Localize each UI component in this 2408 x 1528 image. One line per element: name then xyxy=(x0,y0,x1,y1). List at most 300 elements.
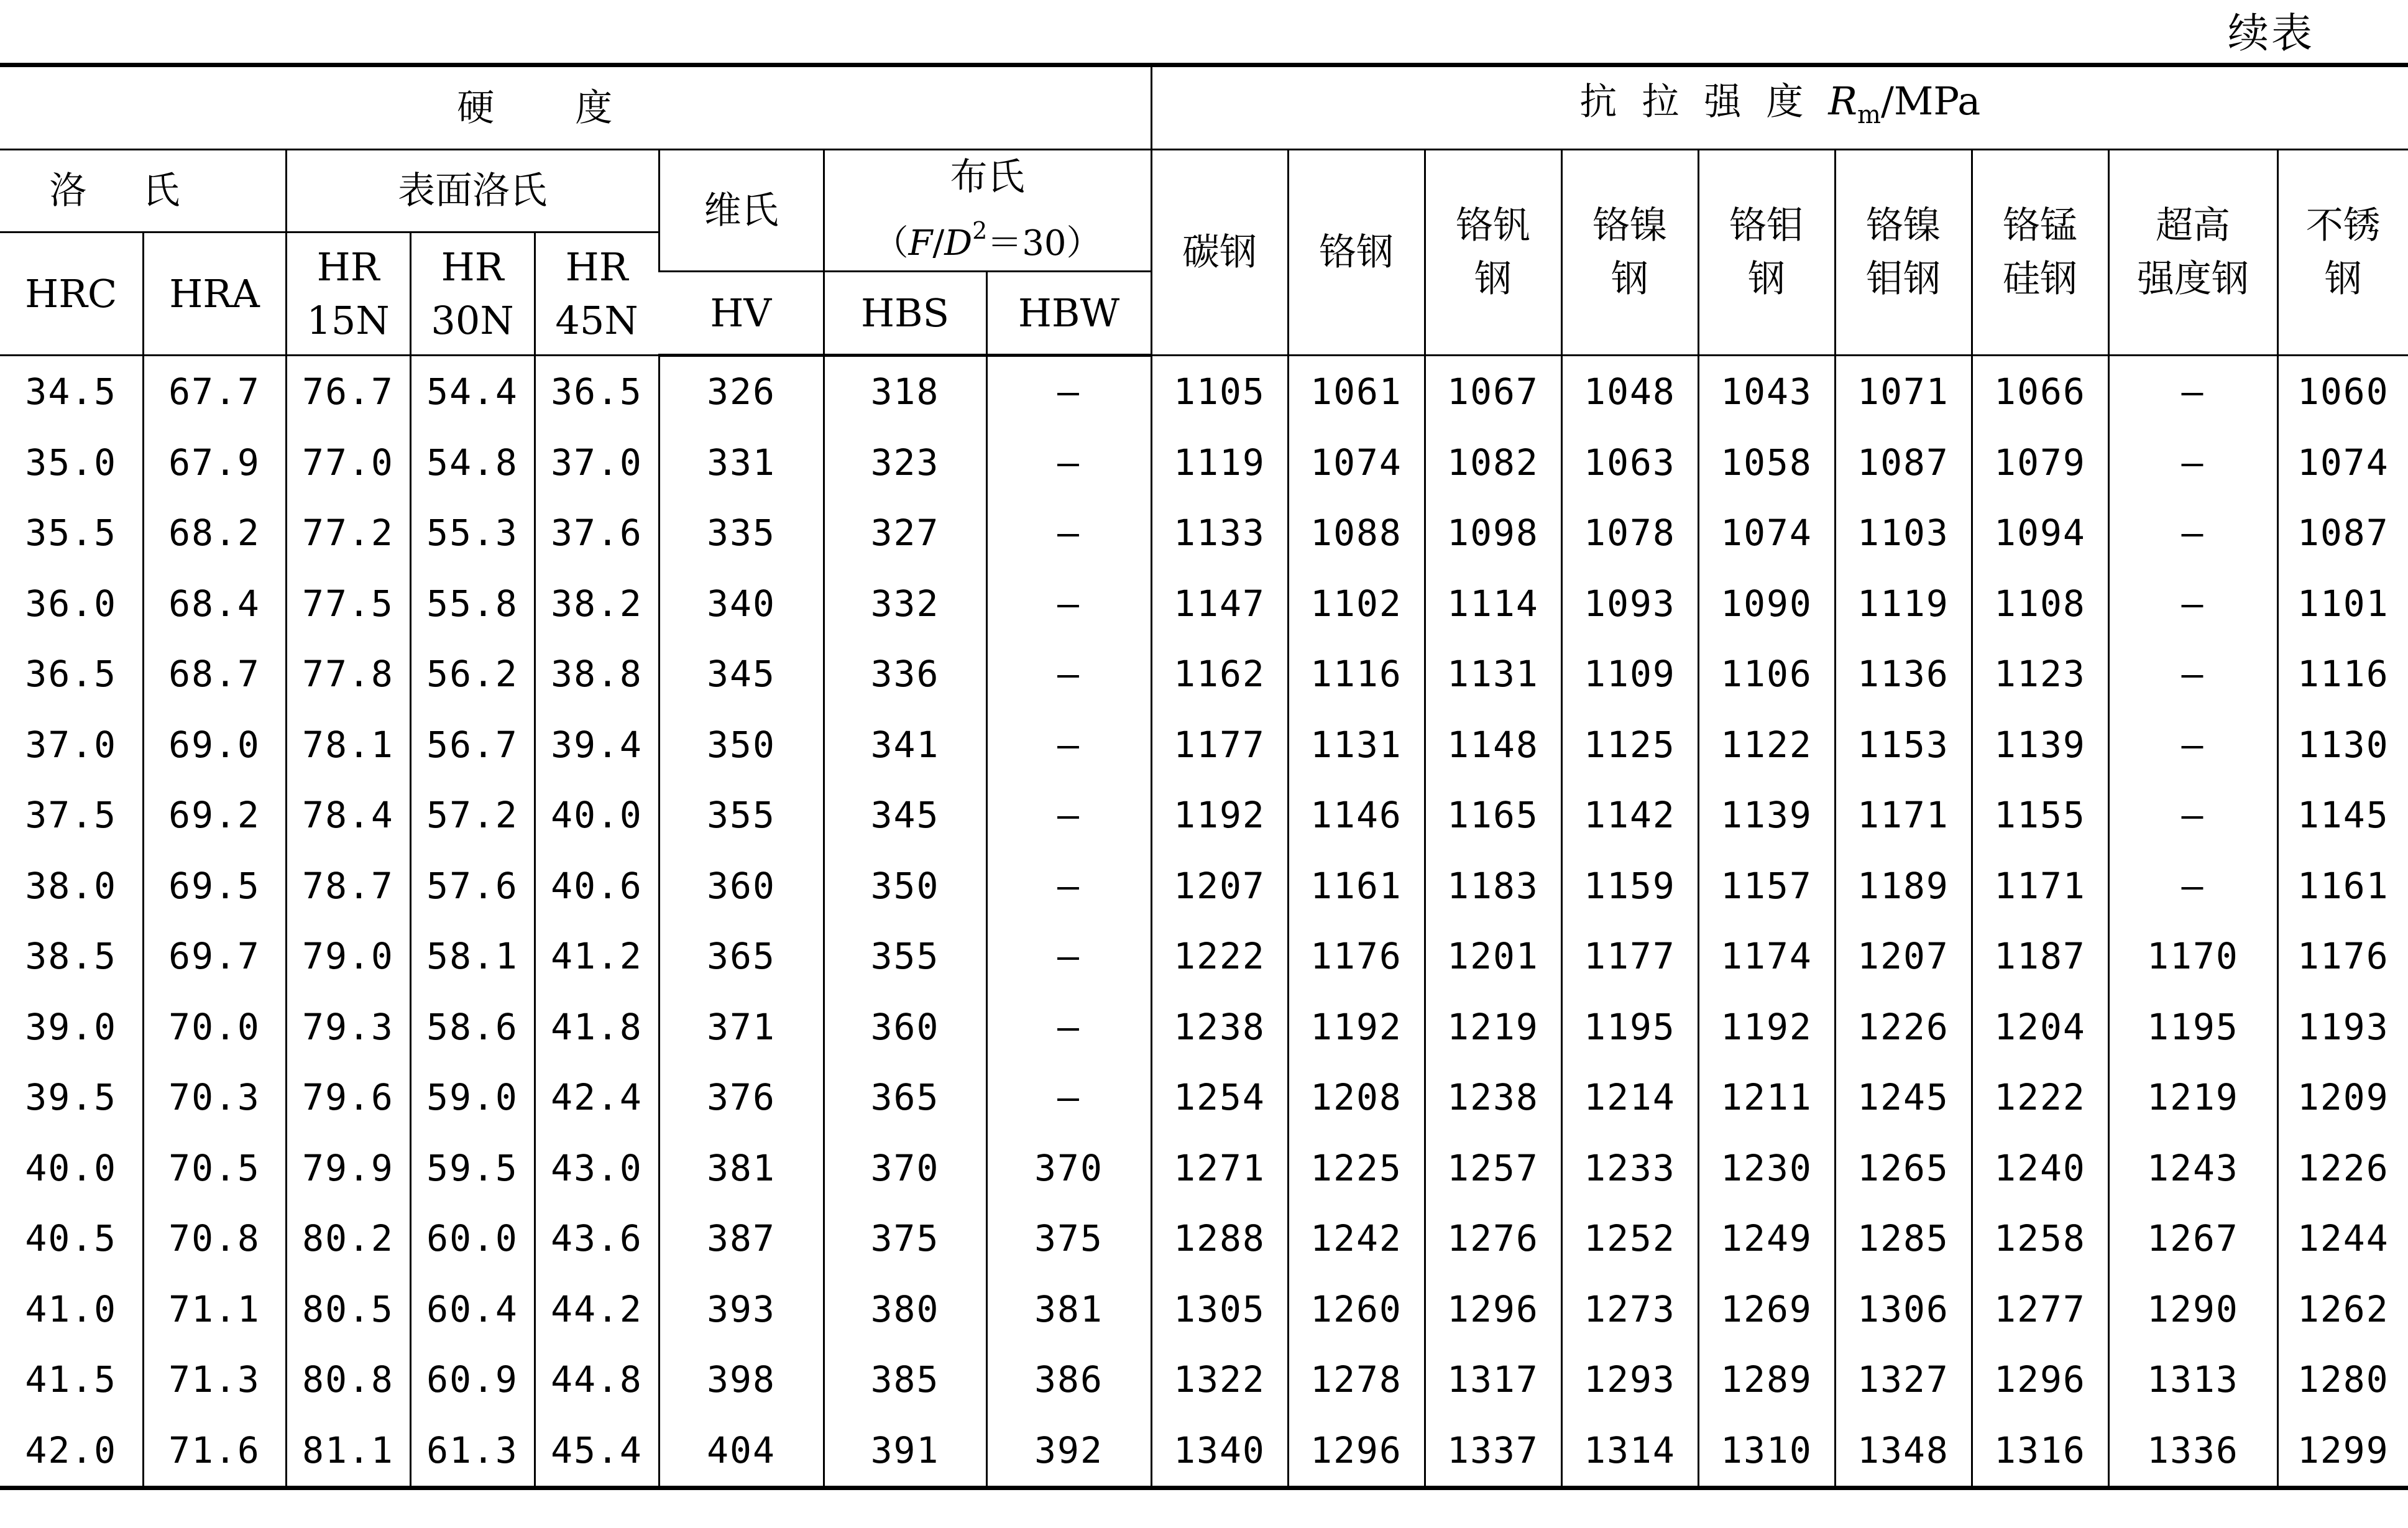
table-cell: 1098 xyxy=(1425,498,1561,569)
table-cell: 71.1 xyxy=(143,1274,286,1345)
table-cell: 1296 xyxy=(1288,1415,1425,1488)
table-cell: 1187 xyxy=(1972,921,2108,992)
table-cell: 1192 xyxy=(1288,992,1425,1063)
hbs-header: HBS xyxy=(824,272,986,356)
table-cell: 1074 xyxy=(1288,428,1425,499)
table-cell: 1060 xyxy=(2277,356,2408,428)
table-cell: 1176 xyxy=(2277,921,2408,992)
hr30n-header: HR 30N xyxy=(410,232,535,356)
table-cell: 1245 xyxy=(1835,1062,1972,1133)
table-cell: 57.2 xyxy=(410,780,535,851)
table-cell: 58.1 xyxy=(410,921,535,992)
table-cell: — xyxy=(2108,428,2277,499)
steel-chromium-manganese-silicon-header: 铬锰 硅钢 xyxy=(1972,150,2108,356)
table-cell: 1238 xyxy=(1151,992,1288,1063)
table-cell: 1305 xyxy=(1151,1274,1288,1345)
table-cell: 1161 xyxy=(2277,851,2408,922)
table-cell: 38.8 xyxy=(535,639,659,710)
table-cell: 1313 xyxy=(2108,1345,2277,1415)
table-cell: 40.5 xyxy=(0,1204,143,1274)
table-cell: 1277 xyxy=(1972,1274,2108,1345)
table-cell: 1280 xyxy=(2277,1345,2408,1415)
table-cell: — xyxy=(2108,780,2277,851)
table-cell: 35.5 xyxy=(0,498,143,569)
table-cell: 41.0 xyxy=(0,1274,143,1345)
table-cell: 1207 xyxy=(1151,851,1288,922)
table-cell: 78.1 xyxy=(286,710,410,781)
table-cell: 345 xyxy=(824,780,986,851)
table-cell: 77.0 xyxy=(286,428,410,499)
table-cell: 1161 xyxy=(1288,851,1425,922)
table-cell: 1170 xyxy=(2108,921,2277,992)
table-cell: 1093 xyxy=(1561,569,1698,640)
table-cell: 1201 xyxy=(1425,921,1561,992)
table-cell: 1153 xyxy=(1835,710,1972,781)
table-cell: 58.6 xyxy=(410,992,535,1063)
table-cell: 1043 xyxy=(1698,356,1835,428)
table-cell: 1074 xyxy=(1698,498,1835,569)
table-cell: 37.5 xyxy=(0,780,143,851)
table-cell: 1219 xyxy=(2108,1062,2277,1133)
table-cell: — xyxy=(2108,710,2277,781)
table-row xyxy=(0,428,2408,499)
table-cell: 70.5 xyxy=(143,1133,286,1204)
table-row xyxy=(0,1062,2408,1133)
table-cell: — xyxy=(986,780,1151,851)
table-cell: 1061 xyxy=(1288,356,1425,428)
table-cell: 1226 xyxy=(1835,992,1972,1063)
table-cell: 42.0 xyxy=(0,1415,143,1488)
steel-carbon-header: 碳钢 xyxy=(1151,150,1288,356)
surface-rockwell-header: 表面洛氏 xyxy=(286,150,659,232)
table-cell: 1219 xyxy=(1425,992,1561,1063)
table-cell: 341 xyxy=(824,710,986,781)
table-cell: 1314 xyxy=(1561,1415,1698,1488)
table-cell: 78.7 xyxy=(286,851,410,922)
table-cell: 1296 xyxy=(1425,1274,1561,1345)
table-cell: 1106 xyxy=(1698,639,1835,710)
table-cell: 1131 xyxy=(1288,710,1425,781)
table-cell: 387 xyxy=(659,1204,824,1274)
table-row xyxy=(0,1133,2408,1204)
table-cell: 68.4 xyxy=(143,569,286,640)
table-cell: 1252 xyxy=(1561,1204,1698,1274)
table-cell: 1222 xyxy=(1972,1062,2108,1133)
table-cell: 59.0 xyxy=(410,1062,535,1133)
table-cell: 1125 xyxy=(1561,710,1698,781)
table-cell: 1204 xyxy=(1972,992,2108,1063)
table-cell: 1260 xyxy=(1288,1274,1425,1345)
table-cell: 1310 xyxy=(1698,1415,1835,1488)
table-cell: 79.9 xyxy=(286,1133,410,1204)
table-cell: 1273 xyxy=(1561,1274,1698,1345)
table-cell: 1090 xyxy=(1698,569,1835,640)
table-row xyxy=(0,639,2408,710)
table-cell: 1087 xyxy=(1835,428,1972,499)
table-cell: 1278 xyxy=(1288,1345,1425,1415)
table-cell: 70.3 xyxy=(143,1062,286,1133)
table-cell: 79.3 xyxy=(286,992,410,1063)
table-cell: 336 xyxy=(824,639,986,710)
table-cell: — xyxy=(2108,851,2277,922)
table-cell: 1177 xyxy=(1151,710,1288,781)
table-cell: 1079 xyxy=(1972,428,2108,499)
table-cell: 371 xyxy=(659,992,824,1063)
hra-header: HRA xyxy=(143,232,286,356)
table-cell: 1214 xyxy=(1561,1062,1698,1133)
table-cell: 36.5 xyxy=(535,356,659,428)
table-cell: 70.8 xyxy=(143,1204,286,1274)
table-cell: 59.5 xyxy=(410,1133,535,1204)
steel-ultra-high-strength-header: 超高 强度钢 xyxy=(2108,150,2277,356)
rockwell-header: 洛氏 xyxy=(0,150,286,232)
hardness-group-header: 硬度 xyxy=(0,65,1151,150)
table-cell: 1078 xyxy=(1561,498,1698,569)
steel-chromium-vanadium-header: 铬钒 钢 xyxy=(1425,150,1561,356)
table-cell: 70.0 xyxy=(143,992,286,1063)
table-cell: 355 xyxy=(824,921,986,992)
hbw-header: HBW xyxy=(986,272,1151,356)
table-cell: 1146 xyxy=(1288,780,1425,851)
steel-chromium-nickel-molybdenum-header: 铬镍 钼钢 xyxy=(1835,150,1972,356)
table-cell: 375 xyxy=(824,1204,986,1274)
table-cell: 1222 xyxy=(1151,921,1288,992)
table-cell: 1102 xyxy=(1288,569,1425,640)
table-cell: 1249 xyxy=(1698,1204,1835,1274)
table-cell: — xyxy=(986,498,1151,569)
table-cell: 360 xyxy=(824,992,986,1063)
table-cell: 1195 xyxy=(2108,992,2277,1063)
table-cell: 318 xyxy=(824,356,986,428)
table-cell: 1192 xyxy=(1151,780,1288,851)
table-cell: 1322 xyxy=(1151,1345,1288,1415)
table-row xyxy=(0,1415,2408,1488)
table-cell: — xyxy=(986,428,1151,499)
table-cell: 331 xyxy=(659,428,824,499)
table-row xyxy=(0,356,2408,428)
table-cell: 1340 xyxy=(1151,1415,1288,1488)
table-cell: 36.0 xyxy=(0,569,143,640)
table-cell: 350 xyxy=(659,710,824,781)
table-cell: 39.0 xyxy=(0,992,143,1063)
table-cell: 381 xyxy=(986,1274,1151,1345)
steel-chromium-molybdenum-header: 铬钼 钢 xyxy=(1698,150,1835,356)
table-cell: 1299 xyxy=(2277,1415,2408,1488)
table-cell: 71.6 xyxy=(143,1415,286,1488)
table-cell: 80.2 xyxy=(286,1204,410,1274)
table-cell: 1337 xyxy=(1425,1415,1561,1488)
table-cell: 1242 xyxy=(1288,1204,1425,1274)
table-cell: 1290 xyxy=(2108,1274,2277,1345)
table-cell: 69.2 xyxy=(143,780,286,851)
table-cell: 355 xyxy=(659,780,824,851)
table-cell: 56.2 xyxy=(410,639,535,710)
table-cell: 365 xyxy=(824,1062,986,1133)
table-cell: — xyxy=(986,992,1151,1063)
table-cell: 69.7 xyxy=(143,921,286,992)
table-row xyxy=(0,992,2408,1063)
table-cell: 1147 xyxy=(1151,569,1288,640)
table-cell: 45.4 xyxy=(535,1415,659,1488)
table-cell: 1209 xyxy=(2277,1062,2408,1133)
table-cell: 1183 xyxy=(1425,851,1561,922)
table-cell: 1114 xyxy=(1425,569,1561,640)
steel-chromium-nickel-header: 铬镍 钢 xyxy=(1561,150,1698,356)
table-cell: 350 xyxy=(824,851,986,922)
table-cell: 55.8 xyxy=(410,569,535,640)
table-cell: 54.4 xyxy=(410,356,535,428)
table-cell: 381 xyxy=(659,1133,824,1204)
table-cell: 80.8 xyxy=(286,1345,410,1415)
table-cell: 41.5 xyxy=(0,1345,143,1415)
table-cell: 44.8 xyxy=(535,1345,659,1415)
table-cell: 375 xyxy=(986,1204,1151,1274)
table-cell: 1087 xyxy=(2277,498,2408,569)
table-cell: — xyxy=(2108,498,2277,569)
table-cell: 1088 xyxy=(1288,498,1425,569)
table-cell: 370 xyxy=(986,1133,1151,1204)
table-cell: 1336 xyxy=(2108,1415,2277,1488)
table-cell: 1157 xyxy=(1698,851,1835,922)
table-cell: 57.6 xyxy=(410,851,535,922)
table-cell: 38.0 xyxy=(0,851,143,922)
brinell-header: 布氏 $(F/D^2=30)$ xyxy=(824,150,1151,272)
brinell-condition: $(F/D^2=30)$ xyxy=(873,217,1101,264)
table-cell: 60.0 xyxy=(410,1204,535,1274)
table-cell: 380 xyxy=(824,1274,986,1345)
table-row xyxy=(0,921,2408,992)
table-cell: 69.5 xyxy=(143,851,286,922)
table-cell: 376 xyxy=(659,1062,824,1133)
table-cell: 34.5 xyxy=(0,356,143,428)
table-cell: 404 xyxy=(659,1415,824,1488)
table-cell: 1130 xyxy=(2277,710,2408,781)
table-cell: 1074 xyxy=(2277,428,2408,499)
table-cell: 40.0 xyxy=(0,1133,143,1204)
table-cell: 36.5 xyxy=(0,639,143,710)
table-cell: 1176 xyxy=(1288,921,1425,992)
table-cell: 1116 xyxy=(2277,639,2408,710)
table-cell: 1243 xyxy=(2108,1133,2277,1204)
table-cell: 1289 xyxy=(1698,1345,1835,1415)
table-cell: 323 xyxy=(824,428,986,499)
table-cell: — xyxy=(2108,639,2277,710)
table-cell: 39.5 xyxy=(0,1062,143,1133)
table-cell: 1271 xyxy=(1151,1133,1288,1204)
table-cell: 398 xyxy=(659,1345,824,1415)
table-cell: — xyxy=(986,710,1151,781)
table-cell: 1105 xyxy=(1151,356,1288,428)
table-cell: 1211 xyxy=(1698,1062,1835,1133)
table-cell: 67.7 xyxy=(143,356,286,428)
table-cell: 332 xyxy=(824,569,986,640)
table-cell: 1063 xyxy=(1561,428,1698,499)
table-cell: 1207 xyxy=(1835,921,1972,992)
table-cell: 77.5 xyxy=(286,569,410,640)
table-cell: 44.2 xyxy=(535,1274,659,1345)
table-cell: 1296 xyxy=(1972,1345,2108,1415)
table-cell: 35.0 xyxy=(0,428,143,499)
table-cell: 1238 xyxy=(1425,1062,1561,1133)
table-cell: 1094 xyxy=(1972,498,2108,569)
table-cell: 365 xyxy=(659,921,824,992)
table-cell: 1116 xyxy=(1288,639,1425,710)
table-cell: 69.0 xyxy=(143,710,286,781)
table-cell: 1317 xyxy=(1425,1345,1561,1415)
table-cell: 386 xyxy=(986,1345,1151,1415)
table-cell: — xyxy=(986,356,1151,428)
table-cell: 1174 xyxy=(1698,921,1835,992)
table-cell: 81.1 xyxy=(286,1415,410,1488)
table-cell: 71.3 xyxy=(143,1345,286,1415)
table-cell: — xyxy=(986,1062,1151,1133)
table-cell: 370 xyxy=(824,1133,986,1204)
table-cell: 60.9 xyxy=(410,1345,535,1415)
table-cell: — xyxy=(986,851,1151,922)
table-cell: — xyxy=(2108,569,2277,640)
table-cell: 43.0 xyxy=(535,1133,659,1204)
table-cell: 78.4 xyxy=(286,780,410,851)
table-cell: 1067 xyxy=(1425,356,1561,428)
hr15n-header: HR 15N xyxy=(286,232,410,356)
table-cell: 391 xyxy=(824,1415,986,1488)
table-cell: 1171 xyxy=(1835,780,1972,851)
table-row xyxy=(0,569,2408,640)
hrc-header: HRC xyxy=(0,232,143,356)
table-cell: 1122 xyxy=(1698,710,1835,781)
table-row xyxy=(0,1274,2408,1345)
table-cell: 1189 xyxy=(1835,851,1972,922)
table-cell: 1276 xyxy=(1425,1204,1561,1274)
table-cell: 1269 xyxy=(1698,1274,1835,1345)
table-cell: 77.8 xyxy=(286,639,410,710)
table-cell: 1285 xyxy=(1835,1204,1972,1274)
table-cell: — xyxy=(986,921,1151,992)
table-cell: 37.6 xyxy=(535,498,659,569)
table-cell: 345 xyxy=(659,639,824,710)
table-cell: 43.6 xyxy=(535,1204,659,1274)
table-cell: 1123 xyxy=(1972,639,2108,710)
table-cell: 1177 xyxy=(1561,921,1698,992)
table-cell: 56.7 xyxy=(410,710,535,781)
table-cell: 335 xyxy=(659,498,824,569)
table-cell: 1244 xyxy=(2277,1204,2408,1274)
table-cell: 385 xyxy=(824,1345,986,1415)
table-cell: 1119 xyxy=(1151,428,1288,499)
table-cell: 1265 xyxy=(1835,1133,1972,1204)
table-cell: 1226 xyxy=(2277,1133,2408,1204)
table-cell: 76.7 xyxy=(286,356,410,428)
table-cell: 1348 xyxy=(1835,1415,1972,1488)
table-cell: 38.5 xyxy=(0,921,143,992)
table-cell: 1145 xyxy=(2277,780,2408,851)
table-cell: 1258 xyxy=(1972,1204,2108,1274)
table-cell: 40.6 xyxy=(535,851,659,922)
table-cell: 327 xyxy=(824,498,986,569)
table-cell: 67.9 xyxy=(143,428,286,499)
table-cell: 1288 xyxy=(1151,1204,1288,1274)
table-cell: 1208 xyxy=(1288,1062,1425,1133)
tensile-group-header: 抗拉强度$R_m$/MPa xyxy=(1151,65,2408,150)
table-cell: 79.0 xyxy=(286,921,410,992)
table-cell: 1267 xyxy=(2108,1204,2277,1274)
table-cell: 41.8 xyxy=(535,992,659,1063)
table-cell: 1240 xyxy=(1972,1133,2108,1204)
table-cell: 1162 xyxy=(1151,639,1288,710)
table-cell: 1103 xyxy=(1835,498,1972,569)
vickers-header: 维氏 xyxy=(659,150,824,272)
table-cell: 1066 xyxy=(1972,356,2108,428)
table-cell: 55.3 xyxy=(410,498,535,569)
table-cell: 61.3 xyxy=(410,1415,535,1488)
table-cell: 360 xyxy=(659,851,824,922)
steel-chromium-header: 铬钢 xyxy=(1288,150,1425,356)
table-cell: 39.4 xyxy=(535,710,659,781)
table-cell: 37.0 xyxy=(535,428,659,499)
table-row xyxy=(0,710,2408,781)
table-cell: 1306 xyxy=(1835,1274,1972,1345)
table-cell: 1082 xyxy=(1425,428,1561,499)
table-body xyxy=(0,356,2408,1488)
table-cell: 1327 xyxy=(1835,1345,1972,1415)
table-cell: 1195 xyxy=(1561,992,1698,1063)
hr45n-header: HR 45N xyxy=(535,232,659,356)
table-cell: 1316 xyxy=(1972,1415,2108,1488)
table-row xyxy=(0,780,2408,851)
table-cell: 393 xyxy=(659,1274,824,1345)
table-cell: 1159 xyxy=(1561,851,1698,922)
table-cell: 1109 xyxy=(1561,639,1698,710)
table-cell: 79.6 xyxy=(286,1062,410,1133)
table-cell: 80.5 xyxy=(286,1274,410,1345)
table-cell: 1108 xyxy=(1972,569,2108,640)
table-cell: 1262 xyxy=(2277,1274,2408,1345)
table-row xyxy=(0,1204,2408,1274)
table-cell: 1048 xyxy=(1561,356,1698,428)
table-cell: 68.7 xyxy=(143,639,286,710)
table-cell: 1119 xyxy=(1835,569,1972,640)
table-cell: — xyxy=(986,569,1151,640)
table-cell: 1142 xyxy=(1561,780,1698,851)
table-cell: 1293 xyxy=(1561,1345,1698,1415)
table-cell: 1192 xyxy=(1698,992,1835,1063)
table-cell: 1131 xyxy=(1425,639,1561,710)
table-cell: 1193 xyxy=(2277,992,2408,1063)
table-cell: 1155 xyxy=(1972,780,2108,851)
table-cell: 326 xyxy=(659,356,824,428)
hardness-strength-table xyxy=(0,63,2408,1490)
table-cell: 1139 xyxy=(1972,710,2108,781)
table-cell: 1230 xyxy=(1698,1133,1835,1204)
table-cell: 42.4 xyxy=(535,1062,659,1133)
table-cell: 1165 xyxy=(1425,780,1561,851)
table-cell: 1071 xyxy=(1835,356,1972,428)
table-row xyxy=(0,498,2408,569)
table-cell: 38.2 xyxy=(535,569,659,640)
table-cell: — xyxy=(986,639,1151,710)
continued-label: 续表 xyxy=(2228,9,2315,57)
table-row xyxy=(0,1345,2408,1415)
table-cell: 40.0 xyxy=(535,780,659,851)
table-cell: 1148 xyxy=(1425,710,1561,781)
table-cell: 1171 xyxy=(1972,851,2108,922)
table-cell: 41.2 xyxy=(535,921,659,992)
table-cell: 60.4 xyxy=(410,1274,535,1345)
table-cell: 1254 xyxy=(1151,1062,1288,1133)
table-cell: 37.0 xyxy=(0,710,143,781)
table-cell: 1136 xyxy=(1835,639,1972,710)
table-cell: 1233 xyxy=(1561,1133,1698,1204)
